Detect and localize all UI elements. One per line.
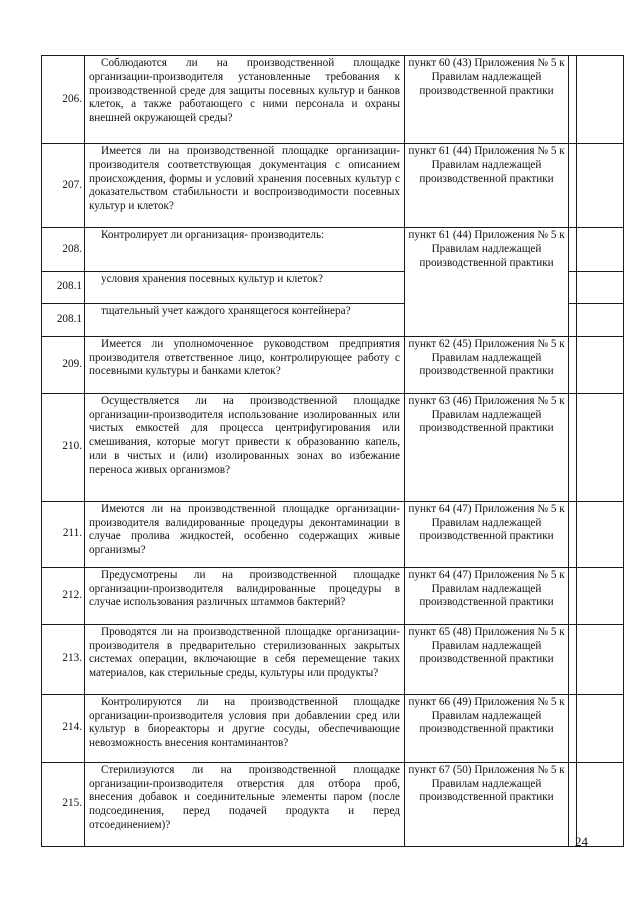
question-text: Проводятся ли на производственной площадке организации-производителя в предварительно стерилизованных закрытых системах операции, включающие в себя перемещение таких материалов, как стерильные среды, культуры или продукты? [85,624,405,694]
reference-text [405,303,569,336]
table-row [42,624,624,694]
reference-text: пункт 61 (44) Приложения № 5 к Правилам надлежащей производственной практики [405,228,569,272]
question-text: Имеются ли на производственной площадке организации-производителя валидированные процедуры деконтаминации в случае пролива жидкостей, особенно содержащих живые организмы? [85,501,405,567]
reference-text: пункт 62 (45) Приложения № 5 к Правилам надлежащей производственной практики [405,336,569,393]
empty-cell [569,694,577,762]
empty-cell [569,567,577,624]
empty-cell [569,393,577,501]
row-number: 209. [42,336,85,393]
table-row [42,336,624,393]
reference-text: пункт 64 (47) Приложения № 5 к Правилам надлежащей производственной практики [405,567,569,624]
question-text: Осуществляется ли на производственной площадке организации-производителя использование изолированных или чистых емкостей для процесса центрифугирования или смешивания, которые могут привести к образованию капель, или в чистых и (или) изолированных зонах во избежание переноса живых организмов? [85,393,405,501]
table-row [42,393,624,501]
empty-cell [569,271,577,303]
table-row [42,228,624,272]
row-number: 210. [42,393,85,501]
reference-text: пункт 63 (46) Приложения № 5 к Правилам надлежащей производственной практики [405,393,569,501]
row-number: 214. [42,694,85,762]
question-text: Контролирует ли организация- производитель: [85,228,405,272]
empty-cell [577,501,624,567]
reference-text: пункт 60 (43) Приложения № 5 к Правилам надлежащей производственной практики [405,56,569,144]
table-row [42,144,624,228]
reference-text: пункт 64 (47) Приложения № 5 к Правилам надлежащей производственной практики [405,501,569,567]
empty-cell [577,694,624,762]
table-row [42,56,624,144]
checklist-table [41,55,624,847]
empty-cell [569,501,577,567]
row-number: 213. [42,624,85,694]
question-text: условия хранения посевных культур и клеток? [85,271,405,303]
empty-cell [577,228,624,272]
empty-cell [577,567,624,624]
table-row [42,567,624,624]
row-number: 208. [42,228,85,272]
question-text: Имеется ли уполномоченное руководством предприятия производителя ответственное лицо, контролирующее работу с посевными культуры и банками клеток? [85,336,405,393]
question-text: Стерилизуются ли на производственной площадке организации-производителя отверстия для отбора проб, внесения добавок и соединительные элементы паром (после подсоединения, перед подачей продукта и перед отсоединением)? [85,762,405,846]
question-text: Имеется ли на производственной площадке организации-производителя соответствующая документация с описанием происхождения, формы и условий хранения посевных культур с доказательством стабильности и воспроизводимости посевных культур и клеток? [85,144,405,228]
page-number: 24 [575,834,588,849]
empty-cell [569,56,577,144]
table-row [42,762,624,846]
row-number: 206. [42,56,85,144]
table-row [42,694,624,762]
empty-cell [577,303,624,336]
reference-text: пункт 65 (48) Приложения № 5 к Правилам надлежащей производственной практики [405,624,569,694]
empty-cell [577,624,624,694]
question-text: Предусмотрены ли на производственной площадке организации-производителя валидированные процедуры в случае использования различных штаммов бактерий? [85,567,405,624]
row-number: 215. [42,762,85,846]
empty-cell [569,144,577,228]
table-row [42,501,624,567]
row-number: 211. [42,501,85,567]
reference-text: пункт 67 (50) Приложения № 5 к Правилам надлежащей производственной практики [405,762,569,846]
reference-text: пункт 66 (49) Приложения № 5 к Правилам надлежащей производственной практики [405,694,569,762]
reference-text: пункт 61 (44) Приложения № 5 к Правилам надлежащей производственной практики [405,144,569,228]
table-row [42,303,624,336]
empty-cell [577,336,624,393]
empty-cell [569,303,577,336]
empty-cell [577,144,624,228]
empty-cell [577,271,624,303]
empty-cell [577,56,624,144]
reference-text [405,271,569,303]
empty-cell [569,624,577,694]
empty-cell [577,393,624,501]
table-row [42,271,624,303]
row-number: 207. [42,144,85,228]
empty-cell [569,336,577,393]
row-number: 212. [42,567,85,624]
question-text: тщательный учет каждого хранящегося контейнера? [85,303,405,336]
row-number: 208.1 [42,303,85,336]
question-text: Соблюдаются ли на производственной площадке организации-производителя установленные требования к производственной среде для защиты посевных культур и банков клеток, а также работающего с ними персонала и охраны внешней окружающей среды? [85,56,405,144]
question-text: Контролируются ли на производственной площадке организации-производителя условия при добавлении сред или культур в биореакторы и другие сосуды, обеспечивающие невозможность внесения контаминантов? [85,694,405,762]
empty-cell [569,228,577,272]
row-number: 208.1 [42,271,85,303]
